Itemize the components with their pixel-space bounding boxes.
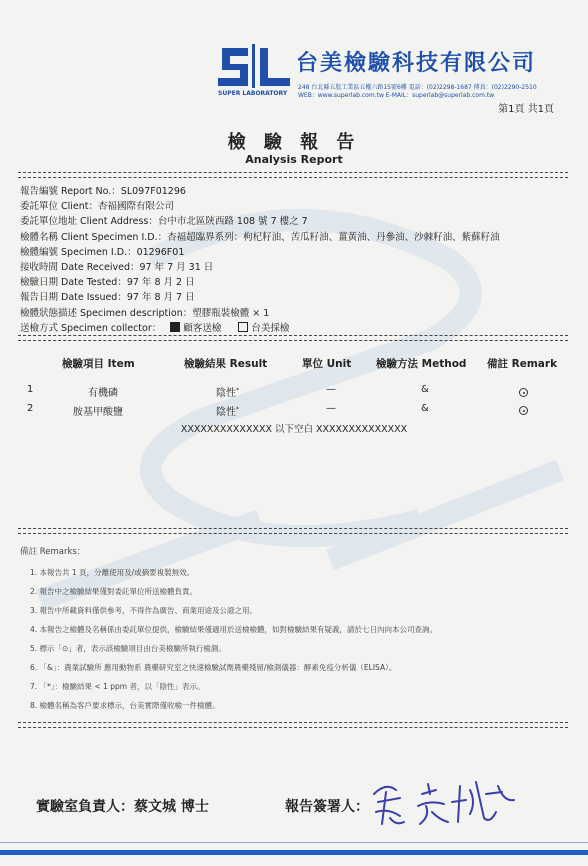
company-name: 台美檢驗科技有限公司 <box>296 51 537 76</box>
col-header-remark: 備註 Remark <box>487 358 558 370</box>
info-line: 委託單位 Client：杏福國際有限公司 <box>20 201 175 213</box>
divider <box>18 172 568 178</box>
info-line: 報告編號 Report No.：SL097F01296 <box>20 186 186 197</box>
remark-item: 5. 標示「⊙」者，表示該檢驗項目由台美檢驗所執行檢測。 <box>30 644 226 653</box>
collector-label: 送檢方式 Specimen collector： <box>20 322 162 334</box>
handwritten-signature <box>366 772 526 832</box>
logo-caption: SUPER LABORATORY <box>218 90 288 97</box>
row-method: & <box>421 403 429 414</box>
company-web: WEB：www.superlab.com.tw E-MAIL：superlab@superlab.com.tw <box>298 92 495 99</box>
page-number: 第1頁 共1頁 <box>498 104 554 115</box>
collector-option-2: 台美採檢 <box>251 322 290 334</box>
blank-below-marker: XXXXXXXXXXXXXX 以下空白 XXXXXXXXXXXXXX <box>180 424 408 435</box>
row-item: 胺基甲酸鹽 <box>73 407 123 418</box>
bottom-stripe <box>0 836 588 866</box>
remark-item: 3. 報告中所載資料僅供參考，不得作為廣告、商業用途及公證之用。 <box>30 606 258 615</box>
remark-item: 1. 本報告共 1 頁，分離使用及/或摘要複製無效。 <box>30 568 195 577</box>
divider <box>18 722 568 728</box>
row-item: 有機磷 <box>88 388 118 399</box>
divider <box>18 335 568 341</box>
row-result: 陰性* <box>216 406 239 418</box>
report-info <box>20 184 500 336</box>
row-result: 陰性* <box>216 387 239 399</box>
row-number: 1 <box>27 384 34 395</box>
col-header-unit: 單位 Unit <box>302 358 352 370</box>
collector-option-1: 顧客送檢 <box>183 322 222 334</box>
checkbox-unchecked <box>238 322 248 332</box>
col-header-item: 檢驗項目 Item <box>62 358 135 370</box>
info-line: 檢體編號 Specimen I.D.：01296F01 <box>20 246 185 258</box>
remark-item: 2. 報告中之檢驗結果僅對委託單位所送檢體負責。 <box>30 587 198 596</box>
title-english: Analysis Report <box>245 153 343 166</box>
info-line: 檢體名稱 Client Specimen I.D.：杏福超臨界系列：枸杞籽油、苦瓜籽油、薑黃油、丹參油、沙棘籽油、紫蘇籽油 <box>20 231 500 243</box>
row-method: & <box>421 384 429 395</box>
circle-dot-icon <box>519 388 528 397</box>
info-line: 報告日期 Date Issued：97 年 8 月 7 日 <box>20 292 195 304</box>
info-line: 接收時間 Date Received：97 年 7 月 31 日 <box>20 262 214 274</box>
info-line: 檢體狀態描述 Specimen description：塑膠瓶裝檢體 × 1 <box>20 307 270 319</box>
title-chinese: 檢 驗 報 告 <box>227 132 361 153</box>
row-unit: — <box>326 384 336 395</box>
row-remark <box>519 406 528 418</box>
row-number: 2 <box>27 403 34 414</box>
company-address: 248 台北縣五股工業區五權六路15號6樓 電話：(02)2298-1687 傳真：(02)2290-2510 <box>298 84 537 91</box>
remark-item: 6. 「&」：農業試驗所 應用動物系 農藥研究室之快速檢驗試劑農藥殘留/檢測儀器：酵素免疫分析儀（ELISA）。 <box>30 663 397 672</box>
info-line: 委託單位地址 Client Address：台中市北區陝西路 108 號 7 樓之 7 <box>20 216 308 228</box>
col-header-method: 檢驗方法 Method <box>376 358 467 370</box>
remark-item: 7. 「*」：檢驗結果 < 1 ppm 者，以「陰性」表示。 <box>30 682 205 691</box>
signer-label: 報告簽署人： <box>285 799 369 815</box>
circle-dot-icon <box>519 406 528 415</box>
lab-head: 實驗室負責人：蔡文城 博士 <box>36 799 209 815</box>
remark-item: 4. 本報告之檢體及名稱係由委託單位提供，檢驗結果僅適用於送檢檢體，如對檢驗結果有疑義，請於七日內向本公司查詢。 <box>30 625 438 634</box>
col-header-result: 檢驗結果 Result <box>184 358 268 370</box>
row-unit: — <box>326 403 336 414</box>
row-remark <box>519 388 528 400</box>
info-line: 檢驗日期 Date Tested：97 年 8 月 2 日 <box>20 277 195 289</box>
collector-line <box>20 321 500 336</box>
divider <box>18 528 568 534</box>
remark-item: 8. 檢體名稱為客戶要求標示，台美實際僅收檢一件檢體。 <box>30 701 220 710</box>
remarks-title: 備註 Remarks： <box>20 547 86 557</box>
checkbox-checked <box>170 322 180 332</box>
